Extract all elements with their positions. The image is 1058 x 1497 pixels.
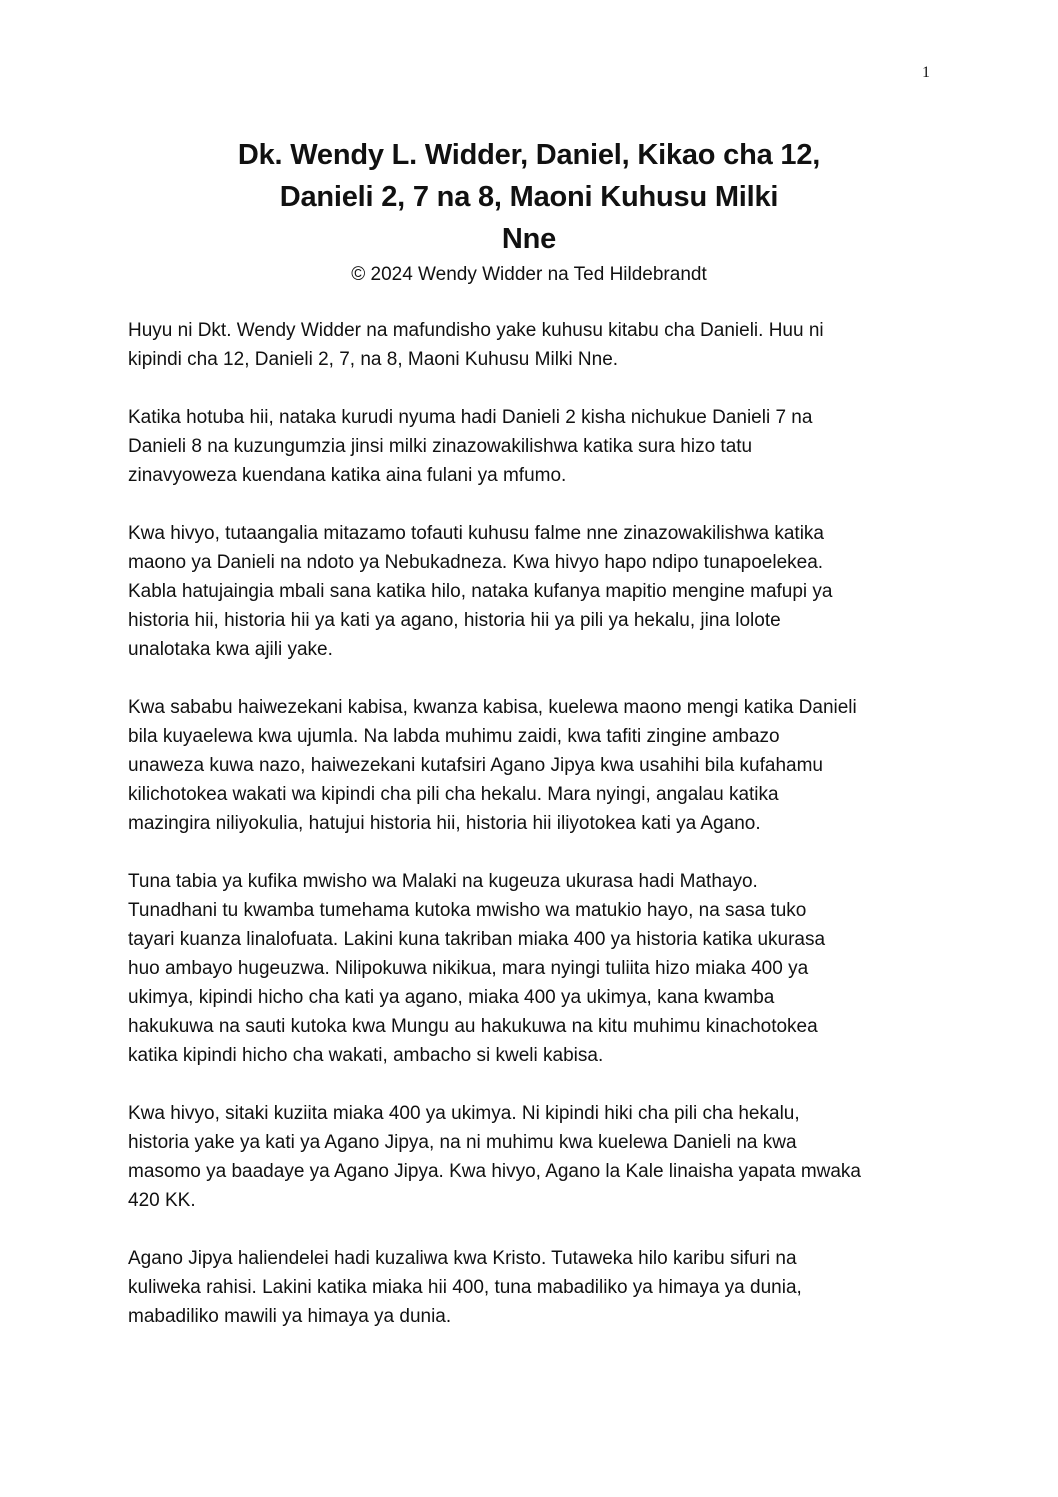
page-number: 1 bbox=[922, 64, 930, 81]
text-line: ukimya, kipindi hicho cha kati ya agano, miaka 400 ya ukimya, kana kwamba bbox=[128, 987, 775, 1008]
paragraph bbox=[128, 1244, 948, 1331]
paragraph bbox=[128, 867, 948, 1070]
text-line: Huyu ni Dkt. Wendy Widder na mafundisho yake kuhusu kitabu cha Danieli. Huu ni bbox=[128, 320, 824, 341]
text-line: huo ambayo hugeuzwa. Nilipokuwa nikikua, mara nyingi tuliita hizo miaka 400 ya bbox=[128, 958, 809, 979]
text-line: bila kuyaelewa kwa ujumla. Na labda muhimu zaidi, kwa tafiti zingine ambazo bbox=[128, 726, 780, 747]
text-line: Danieli 8 na kuzungumzia jinsi milki zinazowakilishwa katika sura hizo tatu bbox=[128, 436, 753, 457]
text-line: unalotaka kwa ajili yake. bbox=[128, 639, 333, 660]
text-line: masomo ya baadaye ya Agano Jipya. Kwa hivyo, Agano la Kale linaisha yapata mwaka bbox=[128, 1161, 862, 1182]
title-line: Nne bbox=[501, 223, 557, 255]
paragraph bbox=[128, 519, 948, 664]
text-line: zinavyoweza kuendana katika aina fulani ya mfumo. bbox=[128, 465, 567, 486]
text-line: katika kipindi hicho cha wakati, ambacho si kweli kabisa. bbox=[128, 1045, 604, 1066]
text-line: mabadiliko mawili ya himaya ya dunia. bbox=[128, 1306, 452, 1327]
paragraph bbox=[128, 316, 948, 374]
text-line: Kwa hivyo, sitaki kuziita miaka 400 ya ukimya. Ni kipindi hiki cha pili cha hekalu, bbox=[128, 1103, 800, 1124]
text-line: Tuna tabia ya kufika mwisho wa Malaki na kugeuza ukurasa hadi Mathayo. bbox=[128, 871, 758, 892]
text-line: hakukuwa na sauti kutoka kwa Mungu au hakukuwa na kitu muhimu kinachotokea bbox=[128, 1016, 818, 1037]
text-line: unaweza kuwa nazo, haiwezekani kutafsiri Agano Jipya kwa usahihi bila kufahamu bbox=[128, 755, 823, 776]
text-line: kuliweka rahisi. Lakini katika miaka hii 400, tuna mabadiliko ya himaya ya dunia, bbox=[128, 1277, 802, 1298]
title-line: Dk. Wendy L. Widder, Daniel, Kikao cha 12, bbox=[237, 139, 821, 171]
paragraph bbox=[128, 403, 948, 490]
text-line: mazingira niliyokulia, hatujui historia hii, historia hii iliyotokea kati ya Agano. bbox=[128, 813, 761, 834]
text-line: historia yake ya kati ya Agano Jipya, na ni muhimu kwa kuelewa Danieli na kwa bbox=[128, 1132, 797, 1153]
paragraph bbox=[128, 1099, 948, 1215]
text-line: kilichotokea wakati wa kipindi cha pili cha hekalu. Mara nyingi, angalau katika bbox=[128, 784, 779, 805]
title-line: Danieli 2, 7 na 8, Maoni Kuhusu Milki bbox=[279, 181, 779, 213]
text-line: Agano Jipya haliendelei hadi kuzaliwa kwa Kristo. Tutaweka hilo karibu sifuri na bbox=[128, 1248, 797, 1269]
document-title bbox=[0, 134, 1058, 260]
paragraph bbox=[128, 693, 948, 838]
text-line: maono ya Danieli na ndoto ya Nebukadneza. Kwa hivyo hapo ndipo tunapoelekea. bbox=[128, 552, 824, 573]
text-line: Kwa sababu haiwezekani kabisa, kwanza kabisa, kuelewa maono mengi katika Danieli bbox=[128, 697, 857, 718]
text-line: tayari kuanza linalofuata. Lakini kuna takriban miaka 400 ya historia katika ukurasa bbox=[128, 929, 826, 950]
text-line: Tunadhani tu kwamba tumehama kutoka mwisho wa matukio hayo, na sasa tuko bbox=[128, 900, 807, 921]
text-line: 420 KK. bbox=[128, 1190, 196, 1211]
text-line: Kwa hivyo, tutaangalia mitazamo tofauti kuhusu falme nne zinazowakilishwa katika bbox=[128, 523, 824, 544]
body-text bbox=[128, 316, 948, 1360]
copyright-line: © 2024 Wendy Widder na Ted Hildebrandt bbox=[351, 264, 707, 285]
text-line: kipindi cha 12, Danieli 2, 7, na 8, Maoni Kuhusu Milki Nne. bbox=[128, 349, 619, 370]
text-line: historia hii, historia hii ya kati ya agano, historia hii ya pili ya hekalu, jina lolote bbox=[128, 610, 781, 631]
text-line: Kabla hatujaingia mbali sana katika hilo, nataka kufanya mapitio mengine mafupi ya bbox=[128, 581, 833, 602]
text-line: Katika hotuba hii, nataka kurudi nyuma hadi Danieli 2 kisha nichukue Danieli 7 na bbox=[128, 407, 813, 428]
